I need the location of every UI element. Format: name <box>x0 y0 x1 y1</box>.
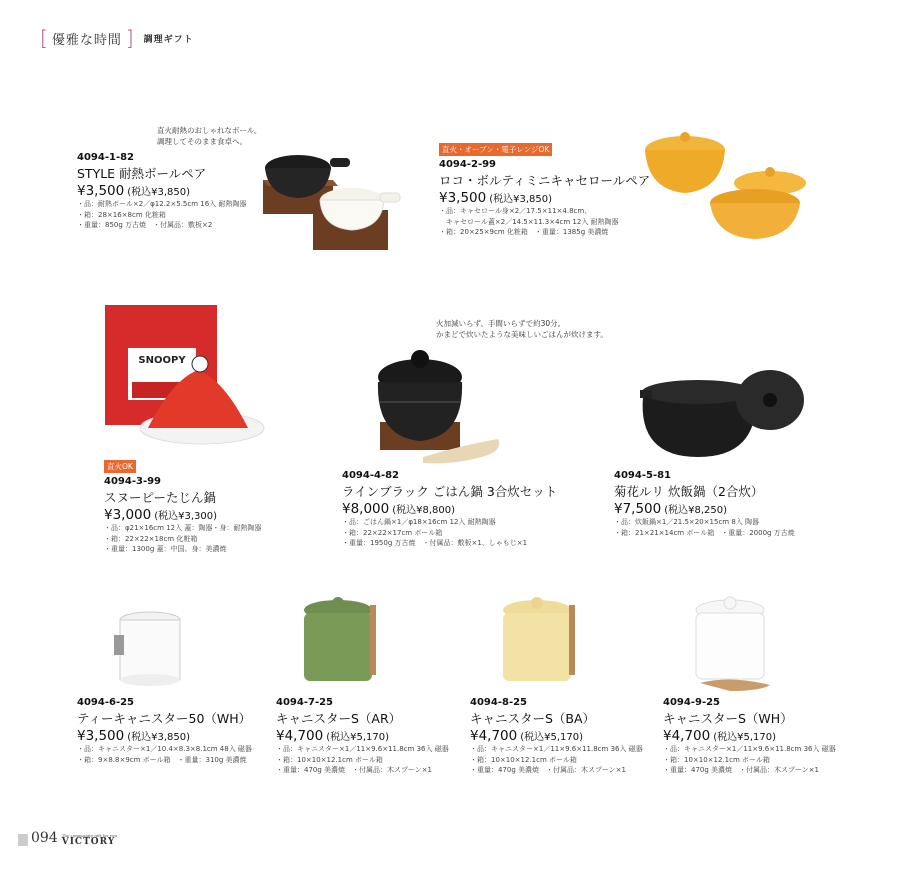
product-name: スヌーピーたじん鍋 <box>104 490 217 505</box>
spec-line: ・重量：850g 万古焼 ・付属品：敷板×2 <box>77 221 213 229</box>
product-bowl-pair <box>77 152 246 231</box>
snoopy-tagine-image <box>100 300 270 465</box>
product-price: ¥4,700 (税込¥5,170) <box>470 728 584 744</box>
product-tea-canister <box>77 697 252 765</box>
brand-logo <box>62 832 117 846</box>
product-price: ¥3,500 (税込¥3,850) <box>439 190 553 206</box>
category-title: 優雅な時間 <box>51 32 122 48</box>
rice-pot-black-image <box>368 337 508 472</box>
feature-badge: 直火・オーブン・電子レンジOK <box>439 143 552 156</box>
product-snoopy-tagine <box>104 454 261 555</box>
product-code: 4094-3-99 <box>104 476 162 487</box>
spec-line: ・品：ごはん鍋×1／φ18×16cm 12入 耐熱陶器 <box>342 518 496 526</box>
spec-line: ・品：キャセロール身×2／17.5×11×4.8cm、 <box>439 207 592 215</box>
spec-line: ・箱：10×10×12.1cm ボール箱 <box>663 755 770 764</box>
casserole-pair-image <box>640 125 815 243</box>
product-canister-ar <box>276 697 449 776</box>
tea-canister-image <box>100 600 200 690</box>
note-line: かまどで炊いたような美味しいごはんが炊けます。 <box>436 330 608 339</box>
product-price: ¥7,500 (税込¥8,250) <box>614 501 728 517</box>
product-canister-wh <box>663 697 836 776</box>
product-name: キャニスターS（WH） <box>663 711 793 726</box>
canister-yellow-image <box>497 595 587 695</box>
product-price: ¥4,700 (税込¥5,170) <box>663 728 777 744</box>
feature-badge: 直火OK <box>104 460 136 473</box>
canister-green-image <box>298 595 388 695</box>
spec-line: ・重量：1300g 蓋：中国、身：美濃焼 <box>104 545 227 553</box>
product-code: 4094-1-82 <box>77 152 135 163</box>
bracket-right: ] <box>125 26 134 50</box>
product-code: 4094-7-25 <box>276 697 334 708</box>
spec-line: ・重量：470g 美濃焼 ・付属品：木スプーン×1 <box>276 766 432 774</box>
bracket-left: [ <box>40 26 48 50</box>
product-name: STYLE 耐熱ボールペア <box>77 166 207 181</box>
product-code: 4094-8-25 <box>470 697 528 708</box>
bowl-note <box>157 125 261 147</box>
note-line: 火加減いらず、手間いらずで約30分。 <box>436 319 566 328</box>
spec-line: ・重量：470g 美濃焼 ・付属品：木スプーン×1 <box>663 766 819 774</box>
spec-line: ・箱：22×22×17cm ボール箱 <box>342 528 443 537</box>
spec-line: ・箱：20×25×9cm 化粧箱 ・重量：1385g 美濃焼 <box>439 228 609 236</box>
product-rice-pot-black <box>342 470 557 549</box>
spec-line: ・箱：21×21×14cm ボール箱 ・重量：2000g 万古焼 <box>614 528 795 537</box>
subcategory-title: 調理ギフト <box>143 34 194 45</box>
spec-line: ・重量：470g 美濃焼 ・付属品：木スプーン×1 <box>470 766 626 774</box>
product-code: 4094-9-25 <box>663 697 721 708</box>
spec-line: ・品：キャニスター×1／11×9.6×11.8cm 36入 磁器 <box>663 745 836 753</box>
product-name: キャニスターS（AR） <box>276 711 402 726</box>
page-number: 094 <box>31 830 58 846</box>
product-price: ¥4,700 (税込¥5,170) <box>276 728 390 744</box>
note-line: 直火耐熱のおしゃれなボール。 <box>157 126 262 135</box>
brand-name: VICTORY <box>61 837 116 847</box>
page-footer <box>18 830 117 846</box>
page-marker <box>18 834 28 846</box>
spec-line: ・品：耐熱ボール×2／φ12.2×5.5cm 16入 耐熱陶器 <box>77 200 247 208</box>
product-name: キャニスターS（BA） <box>470 711 596 726</box>
spec-line: ・品：炊飯鍋×1／21.5×20×15cm 8入 陶器 <box>614 518 760 526</box>
product-kikka-rice-pot <box>614 470 795 538</box>
snoopy-logo-text: SNOOPY <box>138 355 186 366</box>
spec-line: キャセロール蓋×2／14.5×11.3×4cm 12入 耐熱陶器 <box>439 217 619 226</box>
spec-line: ・箱：22×22×18cm 化粧箱 <box>104 534 198 543</box>
spec-line: ・品：φ21×16cm 12入 蓋：陶器・身：耐熱陶器 <box>104 524 262 532</box>
spec-line: ・箱：10×10×12.1cm ボール箱 <box>470 755 577 764</box>
spec-line: ・箱：10×10×12.1cm ボール箱 <box>276 755 383 764</box>
product-code: 4094-6-25 <box>77 697 135 708</box>
product-name: ロコ・ボルティミニキャセロールペア <box>439 173 651 188</box>
spec-line: ・箱：9×8.8×9cm ボール箱 ・重量：310g 美濃焼 <box>77 755 247 764</box>
kikka-rice-pot-image <box>638 362 808 462</box>
spec-line: ・重量：1950g 万古焼 ・付属品：敷板×1、しゃもじ×1 <box>342 539 528 547</box>
spec-line: ・品：キャニスター×1／11×9.6×11.8cm 36入 磁器 <box>470 745 643 753</box>
product-name: ラインブラック ごはん鍋 3合炊セット <box>342 484 558 499</box>
bowl-pair-image <box>258 138 418 256</box>
product-name: 菊花ルリ 炊飯鍋（2合炊） <box>614 484 764 499</box>
product-price: ¥3,000 (税込¥3,300) <box>104 507 218 523</box>
canister-white-image <box>690 595 785 695</box>
spec-line: ・品：キャニスター×1／10.4×8.3×8.1cm 48入 磁器 <box>77 745 252 753</box>
spec-line: ・箱：28×16×8cm 化粧箱 <box>77 210 166 219</box>
product-price: ¥8,000 (税込¥8,800) <box>342 501 456 517</box>
product-code: 4094-2-99 <box>439 159 497 170</box>
product-name: ティーキャニスター50（WH） <box>77 711 252 726</box>
product-casserole-pair <box>439 137 650 238</box>
product-canister-ba <box>470 697 643 776</box>
brand-tagline: The community gift for you <box>61 833 117 838</box>
spec-line: ・品：キャニスター×1／11×9.6×11.8cm 36入 磁器 <box>276 745 449 753</box>
product-code: 4094-5-81 <box>614 470 672 481</box>
product-price: ¥3,500 (税込¥3,850) <box>77 728 191 744</box>
page-header <box>40 28 194 48</box>
product-code: 4094-4-82 <box>342 470 400 481</box>
note-line: 調理してそのまま食卓へ。 <box>157 137 247 146</box>
product-price: ¥3,500 (税込¥3,850) <box>77 183 191 199</box>
